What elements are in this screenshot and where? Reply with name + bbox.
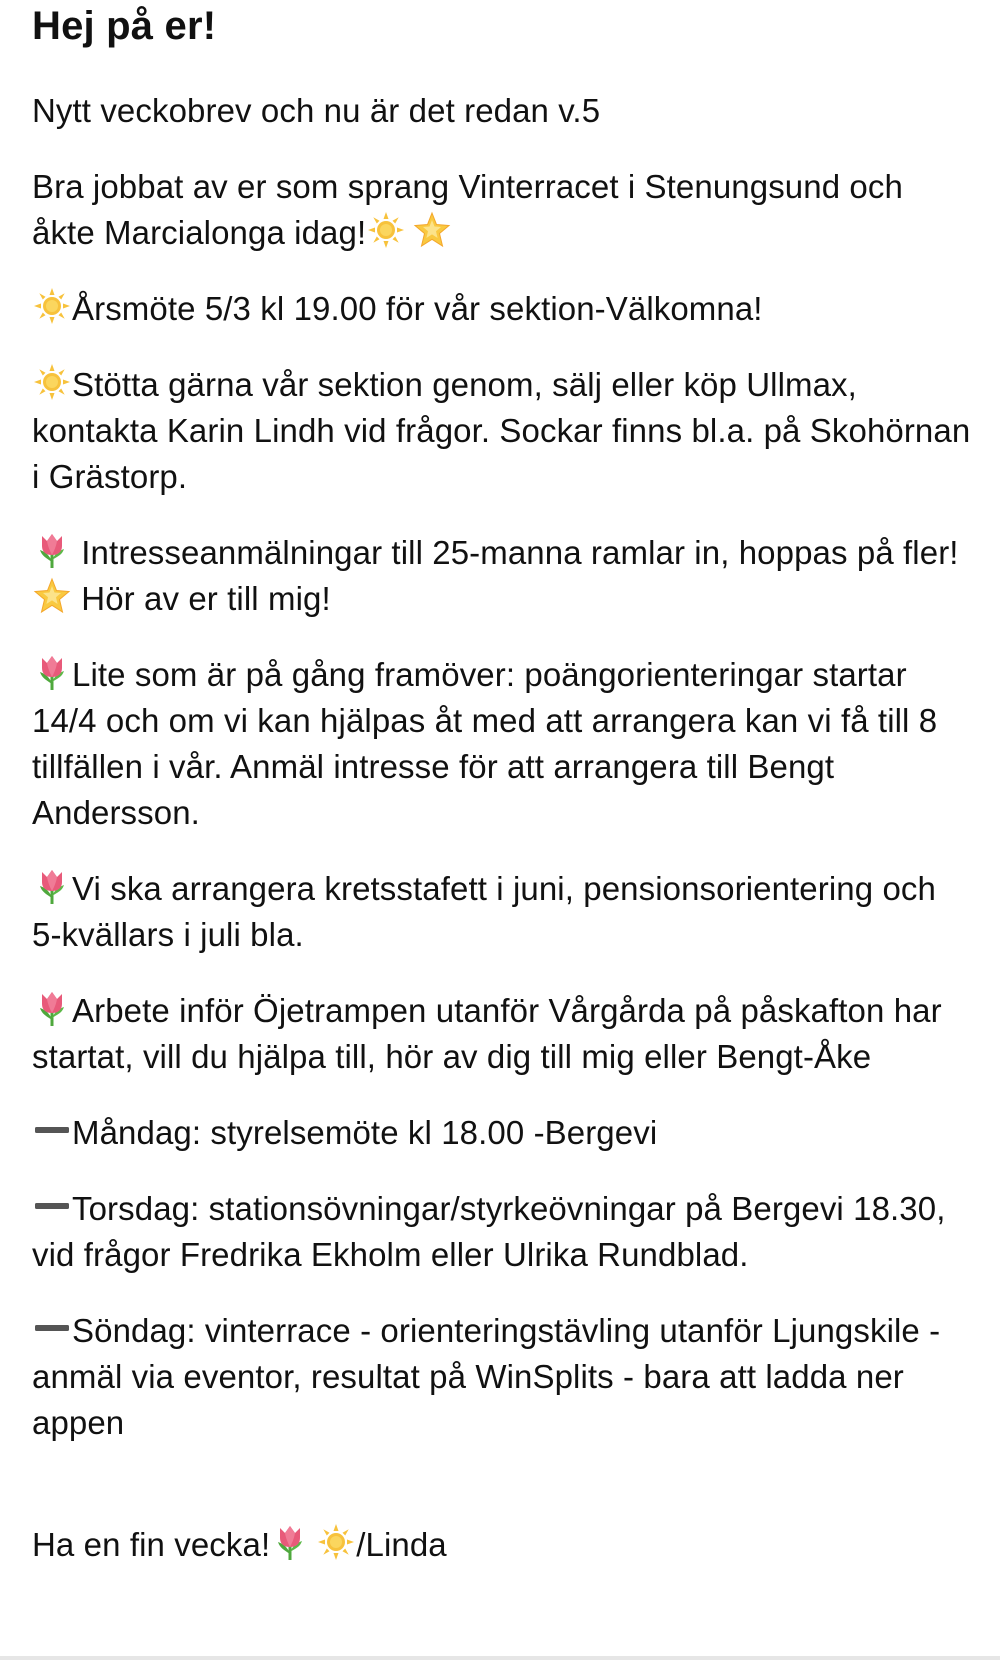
item-text-part-2: Hör av er till mig!	[72, 580, 331, 617]
item-text: Måndag: styrelsemöte kl 18.00 -Bergevi	[72, 1114, 658, 1151]
item-text: Lite som är på gång framöver: poängorienteringar startar 14/4 och om vi kan hjälpas åt med att arrangera kan vi få till 8 tillfällen i vår. Anmäl intresse för att arrangera till Bengt Andersson.	[32, 656, 938, 831]
post-title: Hej på er!	[32, 4, 217, 48]
tulip-icon	[32, 866, 72, 906]
glowing-star-icon	[32, 576, 72, 616]
minus-icon	[32, 1308, 72, 1348]
glowing-star-icon	[412, 210, 452, 250]
tulip-icon	[32, 988, 72, 1028]
item-text: Vi ska arrangera kretsstafett i juni, pensionsorientering och 5-kvällars i juli bla.	[32, 870, 936, 953]
item-text: Årsmöte 5/3 kl 19.00 för vår sektion-Välkomna!	[72, 290, 763, 327]
item-upcoming-events	[32, 652, 972, 836]
signature: /Linda	[356, 1526, 447, 1563]
item-ojetrampen	[32, 988, 972, 1080]
closing-paragraph	[32, 1522, 972, 1568]
item-relay	[32, 866, 972, 958]
item-monday	[32, 1110, 972, 1156]
congrats-text: Bra jobbat av er som sprang Vinterracet i Stenungsund och åkte Marcialonga idag!	[32, 168, 903, 251]
sun-icon	[316, 1522, 356, 1562]
item-text: Torsdag: stationsövningar/styrkeövningar på Bergevi 18.30, vid frågor Fredrika Ekholm eller Ulrika Rundblad.	[32, 1190, 946, 1273]
tulip-icon	[32, 530, 72, 570]
item-text: Stötta gärna vår sektion genom, sälj eller köp Ullmax, kontakta Karin Lindh vid frågor. Sockar finns bl.a. på Skohörnan i Grästorp.	[32, 366, 971, 495]
item-support-section	[32, 362, 972, 500]
congrats-paragraph	[32, 164, 972, 256]
item-thursday	[32, 1186, 972, 1278]
sun-icon	[366, 210, 406, 250]
newsletter-post	[32, 0, 972, 1568]
item-interest-signups	[32, 530, 972, 622]
tulip-icon	[32, 652, 72, 692]
bottom-divider	[0, 1656, 1000, 1660]
item-annual-meeting	[32, 286, 972, 332]
sun-icon	[32, 286, 72, 326]
minus-icon	[32, 1110, 72, 1150]
intro-paragraph	[32, 88, 972, 134]
closing-text: Ha en fin vecka!	[32, 1526, 271, 1563]
sun-icon	[32, 362, 72, 402]
item-text: Söndag: vinterrace - orienteringstävling utanför Ljungskile - anmäl via eventor, resultat på WinSplits - bara att ladda ner appen	[32, 1312, 941, 1441]
item-text-part-1: Intresseanmälningar till 25-manna ramlar in, hoppas på fler!	[72, 534, 959, 571]
intro-text: Nytt veckobrev och nu är det redan v.5	[32, 92, 601, 129]
item-sunday	[32, 1308, 972, 1446]
minus-icon	[32, 1186, 72, 1226]
tulip-icon	[270, 1522, 310, 1562]
item-text: Arbete inför Öjetrampen utanför Vårgårda på påskafton har startat, vill du hjälpa till, hör av dig till mig eller Bengt-Åke	[32, 992, 942, 1075]
